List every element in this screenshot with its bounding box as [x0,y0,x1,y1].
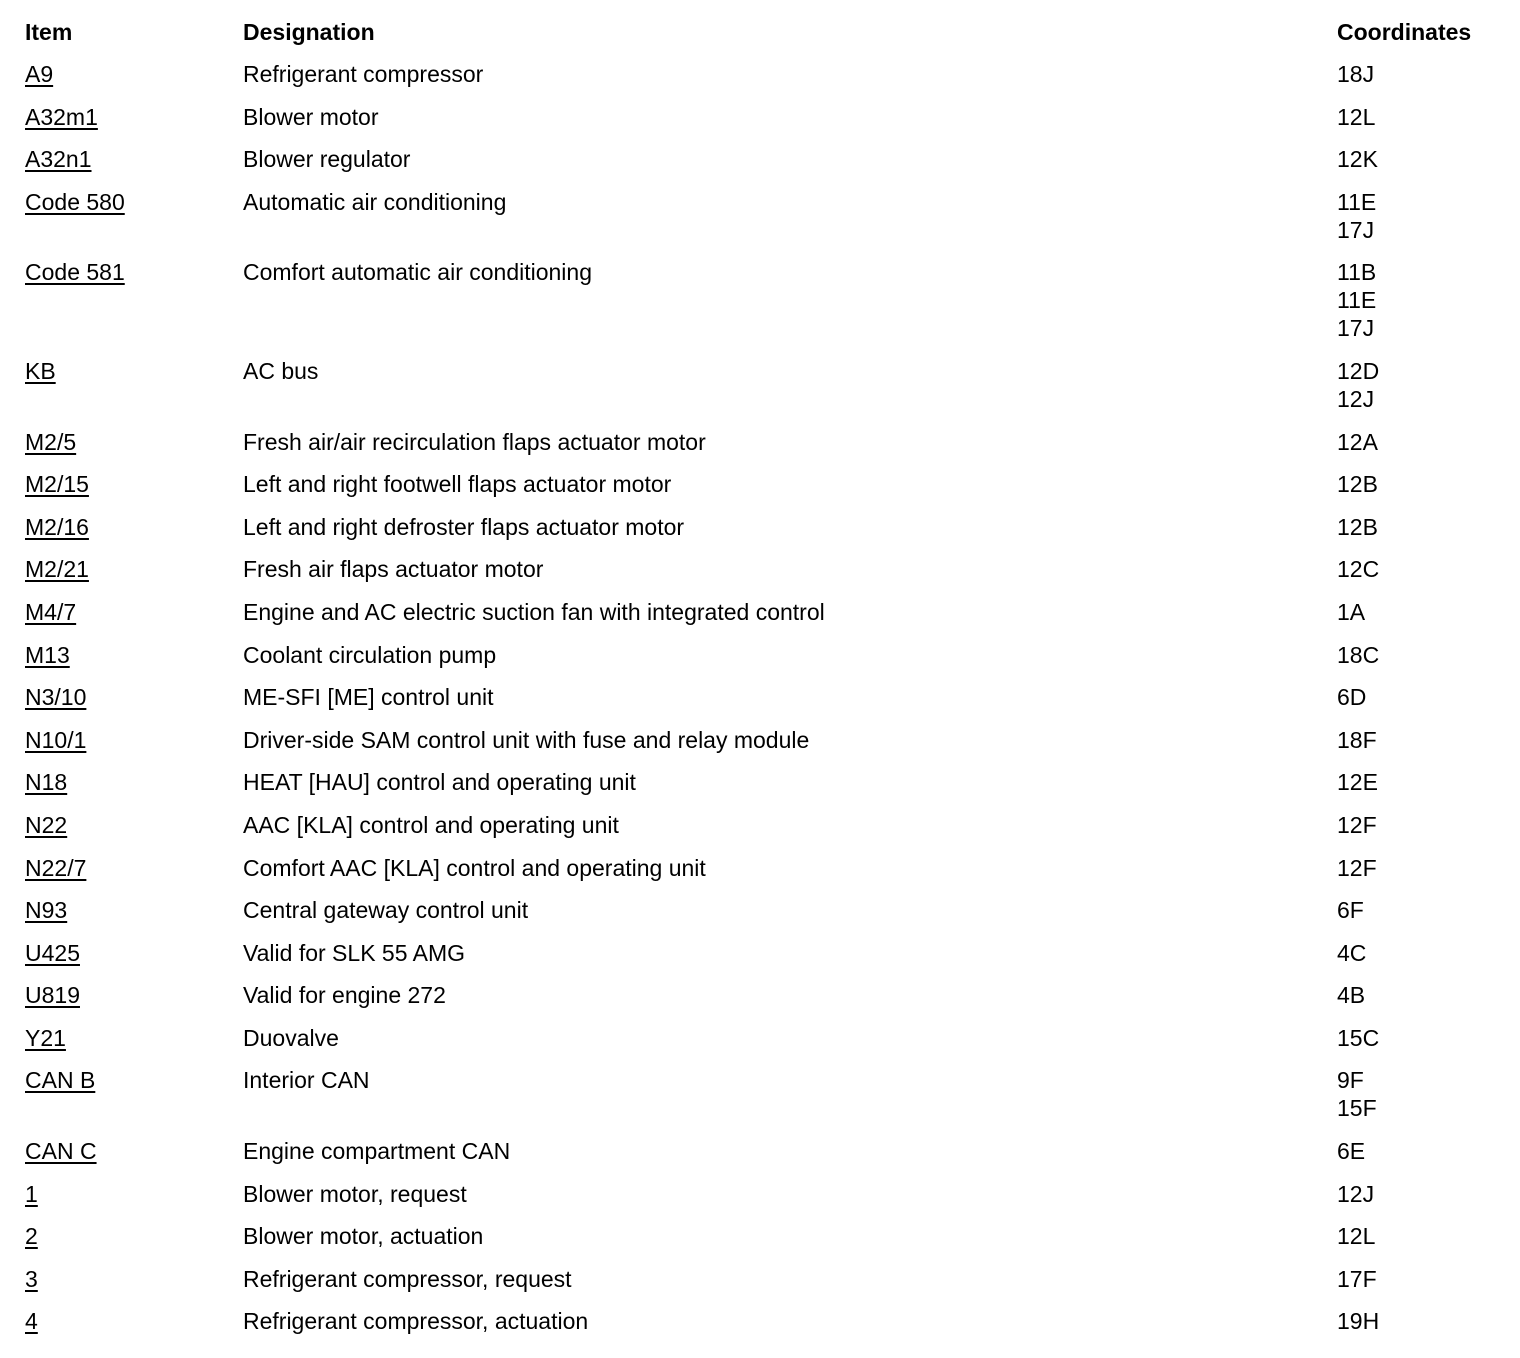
coordinate-value: 15C [1337,1024,1380,1051]
coordinate-value: 12K [1337,146,1378,173]
item-link[interactable]: CAN B [25,1067,96,1094]
coordinate-value: 12J [1337,385,1375,412]
designation-text: Driver-side SAM control unit with fuse and relay module [243,726,810,753]
coordinates-cell [1337,1307,1379,1335]
designation-text: Automatic air conditioning [243,188,507,215]
item-link[interactable]: 3 [25,1265,38,1292]
coordinate-value: 17J [1337,216,1375,243]
item-link[interactable]: Code 581 [25,259,125,286]
table-row [0,458,1520,501]
item-link[interactable]: M2/5 [25,428,77,455]
coordinate-value: 18J [1337,61,1375,87]
item-link[interactable]: M4/7 [25,598,77,625]
designation-text: Refrigerant compressor [243,61,484,87]
coordinate-value: 12F [1337,854,1377,881]
designation-text: Valid for SLK 55 AMG [243,939,466,966]
designation-text: Fresh air flaps actuator motor [243,556,544,583]
coordinates-cell [1337,811,1377,839]
coordinate-value: 12L [1337,1223,1376,1250]
coordinate-value: 15F [1337,1095,1377,1122]
coordinates-cell [1337,981,1365,1009]
table-row [0,416,1520,459]
coordinate-value: 12B [1337,471,1378,498]
designation-text: Refrigerant compressor, actuation [243,1308,589,1335]
coordinates-cell [1337,513,1378,541]
table-row [0,543,1520,586]
item-link[interactable]: 4 [25,1308,38,1335]
item-link[interactable]: A32n1 [25,146,92,173]
table-row [0,1054,1520,1125]
coordinates-cell [1337,854,1377,882]
item-link[interactable]: Y21 [25,1024,66,1051]
item-link[interactable]: N22/7 [25,854,87,881]
designation-text: Engine and AC electric suction fan with integrated control [243,598,825,625]
coordinates-cell [1337,1066,1377,1122]
item-link[interactable]: Code 580 [25,188,125,215]
designation-text: Central gateway control unit [243,897,529,924]
coordinates-cell [1337,896,1364,924]
designation-text: Blower motor, request [243,1180,467,1207]
table-row [0,884,1520,927]
designation-text: Coolant circulation pump [243,641,497,668]
item-link[interactable]: U425 [25,939,80,966]
table-row [0,91,1520,134]
designation-text: HEAT [HAU] control and operating unit [243,769,636,796]
designation-text: AC bus [243,357,319,384]
coordinates-cell [1337,555,1379,583]
table-row [0,629,1520,672]
item-link[interactable]: N3/10 [25,684,87,711]
table-row [0,714,1520,757]
table-row [0,756,1520,799]
item-link[interactable]: KB [25,357,56,384]
item-link[interactable]: CAN C [25,1138,97,1165]
designation-text: Blower motor [243,103,379,130]
designation-text: Comfort automatic air conditioning [243,259,592,286]
coordinates-cell [1337,258,1376,342]
coordinates-cell [1337,768,1378,796]
designation-text: Blower regulator [243,146,411,173]
coordinates-cell [1337,641,1379,669]
coordinate-value: 11E [1337,188,1377,215]
designation-text: Duovalve [243,1024,339,1051]
table-row [0,969,1520,1012]
coordinates-cell [1337,103,1375,131]
header-item: Item [25,19,73,45]
item-link[interactable]: 1 [25,1180,38,1207]
designation-text: ME-SFI [ME] control unit [243,684,494,711]
designation-text: Interior CAN [243,1067,370,1094]
coordinates-cell [1337,428,1378,456]
coordinate-value: 17J [1337,315,1375,342]
designation-text: AAC [KLA] control and operating unit [243,811,619,838]
table-row [0,671,1520,714]
item-link[interactable]: N18 [25,769,68,796]
coordinate-value: 12L [1337,103,1376,130]
table-row [0,345,1520,416]
item-link[interactable]: M13 [25,641,70,668]
item-link[interactable]: N93 [25,897,68,924]
item-link[interactable]: A9 [25,61,54,87]
coordinate-value: 12J [1337,1180,1375,1207]
coordinate-value: 12C [1337,556,1380,583]
designation-text: Left and right defroster flaps actuator motor [243,513,685,540]
table-row [0,246,1520,345]
coordinates-cell [1337,470,1378,498]
item-link[interactable]: N10/1 [25,726,87,753]
table-row [0,1210,1520,1253]
designation-text: Comfort AAC [KLA] control and operating unit [243,854,706,881]
coordinate-value: 19H [1337,1308,1380,1335]
header-designation: Designation [243,19,375,45]
table-row [0,799,1520,842]
item-link[interactable]: M2/16 [25,513,89,540]
coordinate-value: 6D [1337,684,1367,711]
header-coordinates: Coordinates [1337,19,1472,45]
coordinates-cell [1337,145,1378,173]
coordinate-value: 4B [1337,982,1366,1009]
item-link[interactable]: M2/21 [25,556,89,583]
coordinate-value: 6F [1337,897,1364,924]
table-row [0,927,1520,970]
item-link[interactable]: N22 [25,811,68,838]
table-row [0,1253,1520,1296]
coordinate-value: 6E [1337,1138,1366,1165]
coordinates-cell [1337,1265,1377,1293]
designation-text: Refrigerant compressor, request [243,1265,572,1292]
coordinate-value: 11E [1337,287,1377,314]
table-row [0,1125,1520,1168]
coordinates-cell [1337,726,1377,754]
table-row [0,1168,1520,1211]
coordinate-value: 4C [1337,939,1367,966]
coordinates-cell [1337,1024,1379,1052]
table-header [0,0,1520,48]
item-link[interactable]: U819 [25,982,80,1009]
item-link[interactable]: 2 [25,1223,38,1250]
table-body [0,48,1520,1338]
designation-text: Left and right footwell flaps actuator motor [243,471,672,498]
coordinates-cell [1337,939,1366,967]
coordinates-cell [1337,357,1379,413]
designation-text: Engine compartment CAN [243,1138,511,1165]
coordinates-cell [1337,598,1365,626]
coordinate-value: 12B [1337,513,1378,540]
item-link[interactable]: M2/15 [25,471,89,498]
coordinates-cell [1337,683,1366,711]
coordinates-cell [1337,1222,1375,1250]
table-row [0,586,1520,629]
coordinate-value: 11B [1337,259,1377,286]
table-row [0,501,1520,544]
table-row [0,1012,1520,1055]
designation-text: Blower motor, actuation [243,1223,484,1250]
coordinate-value: 17F [1337,1265,1377,1292]
coordinates-cell [1337,1180,1374,1208]
designation-text: Fresh air/air recirculation flaps actuator motor [243,428,706,455]
coordinate-value: 12A [1337,428,1378,455]
item-link[interactable]: A32m1 [25,103,98,130]
coordinates-cell [1337,60,1374,88]
coordinate-value: 1A [1337,598,1366,625]
coordinates-cell [1337,188,1376,244]
coordinates-cell [1337,1137,1365,1165]
coordinate-value: 18C [1337,641,1380,668]
coordinate-value: 12E [1337,769,1378,796]
coordinate-value: 12F [1337,811,1377,838]
designation-text: Valid for engine 272 [243,982,446,1009]
table-row [0,48,1520,91]
coordinate-value: 18F [1337,726,1377,753]
table-row [0,133,1520,176]
table-row [0,1295,1520,1338]
coordinate-value: 9F [1337,1067,1364,1094]
table-row [0,842,1520,885]
table-row [0,176,1520,247]
coordinate-value: 12D [1337,357,1380,384]
